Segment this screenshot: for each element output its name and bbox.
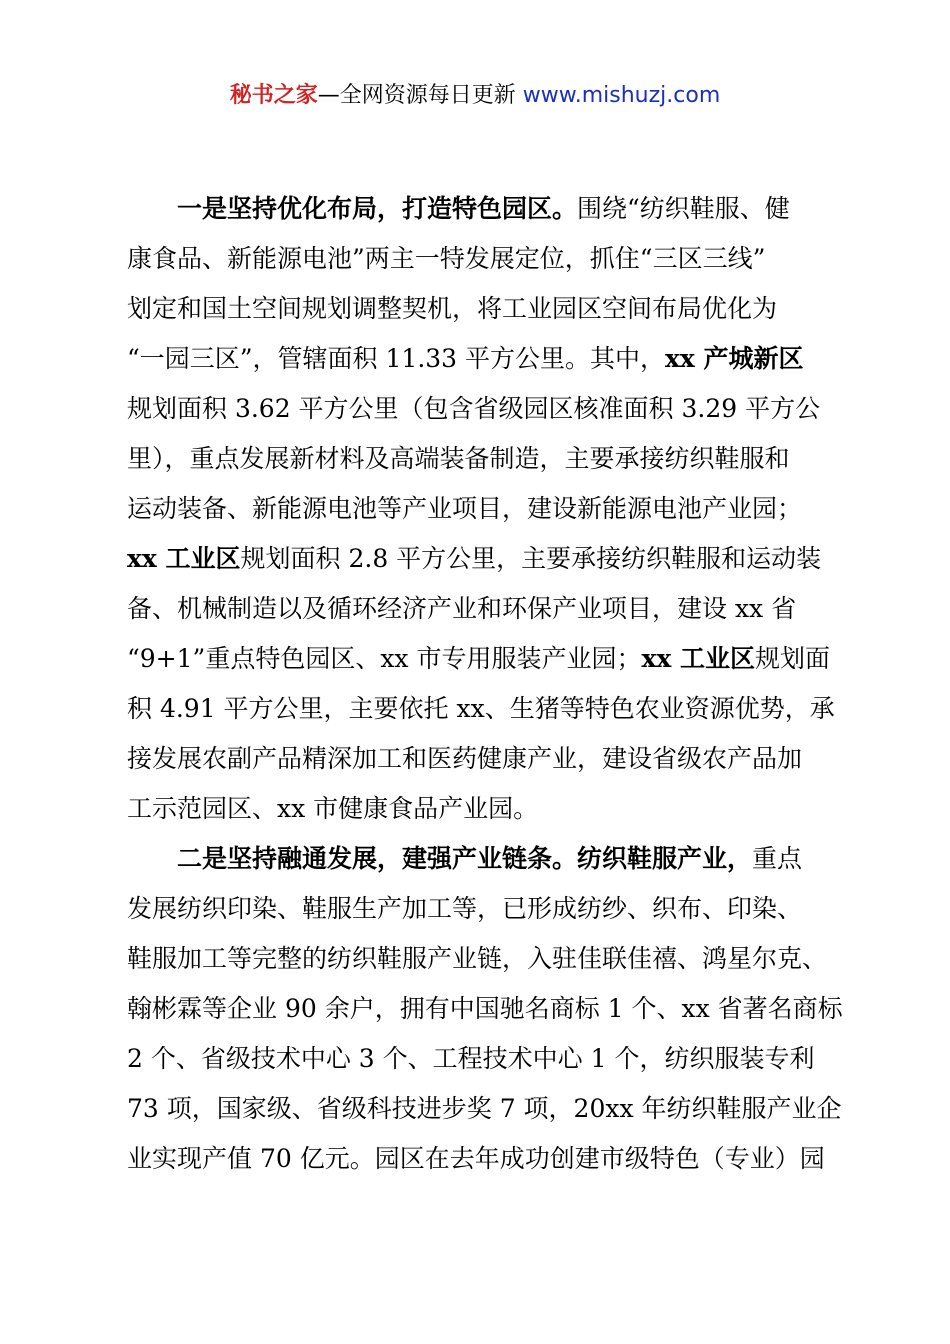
- document-body: [127, 184, 847, 1184]
- site-brand: 秘书之家: [229, 83, 318, 108]
- paragraph-2-heading: 二是坚持融通发展，建强产业链条。纺织鞋服产业，: [177, 844, 753, 873]
- paragraph-2-line-1: [127, 834, 847, 884]
- text-line: [127, 634, 847, 684]
- site-url-link[interactable]: www.mishuzj.com: [522, 83, 721, 108]
- text-run: “一园三区”，管辖面积 11.33 平方公里。其中，: [127, 344, 666, 373]
- text-line: [127, 534, 847, 584]
- site-slogan: —全网资源每日更新: [317, 83, 523, 108]
- text-run: 围绕“纺织鞋服、健: [577, 194, 790, 223]
- paragraph-1-line-1: [127, 184, 847, 234]
- text-line: 接发展农副产品精深加工和医药健康产业，建设省级农产品加: [127, 744, 803, 773]
- text-run: 重点: [752, 844, 803, 873]
- text-line: [127, 334, 847, 384]
- text-line: 发展纺织印染、鞋服生产加工等，已形成纺纱、织布、印染、: [127, 894, 803, 923]
- text-line: 备、机械制造以及循环经济产业和环保产业项目，建设 xx 省: [127, 594, 797, 623]
- text-line: 运动装备、新能源电池等产业项目，建设新能源电池产业园；: [127, 494, 803, 523]
- page-header: [0, 80, 950, 112]
- text-line: 73 项，国家级、省级科技进步奖 7 项，20xx 年纺织鞋服产业企: [127, 1094, 842, 1123]
- text-line: 2 个、省级技术中心 3 个、工程技术中心 1 个，纺织服装专利: [127, 1044, 815, 1073]
- text-line: 规划面积 3.62 平方公里（包含省级园区核准面积 3.29 平方公: [127, 394, 821, 423]
- text-run: 规划面: [754, 644, 830, 673]
- paragraph-1-heading: 一是坚持优化布局，打造特色园区。: [177, 194, 578, 223]
- text-line: 划定和国土空间规划调整契机，将工业园区空间布局优化为: [127, 294, 778, 323]
- bold-term: xx 工业区: [641, 644, 755, 673]
- text-line: 积 4.91 平方公里，主要依托 xx、生猪等特色农业资源优势，承: [127, 694, 835, 723]
- bold-term: xx 产城新区: [665, 344, 804, 373]
- text-line: 翰彬霖等企业 90 余户，拥有中国驰名商标 1 个、xx 省著名商标: [127, 994, 843, 1023]
- bold-term: xx 工业区: [127, 544, 241, 573]
- text-line: 里），重点发展新材料及高端装备制造，主要承接纺织鞋服和: [127, 444, 790, 473]
- text-line: 康食品、新能源电池”两主一特发展定位，抓住“三区三线”: [127, 244, 766, 273]
- text-run: 规划面积 2.8 平方公里，主要承接纺织鞋服和运动装: [240, 544, 822, 573]
- text-line: 工示范园区、xx 市健康食品产业园。: [127, 794, 539, 823]
- text-line: 业实现产值 70 亿元。园区在去年成功创建市级特色（专业）园: [127, 1144, 825, 1173]
- text-run: “9+1”重点特色园区、xx 市专用服装产业园；: [127, 644, 642, 673]
- text-line: 鞋服加工等完整的纺织鞋服产业链，入驻佳联佳禧、鸿星尔克、: [127, 944, 828, 973]
